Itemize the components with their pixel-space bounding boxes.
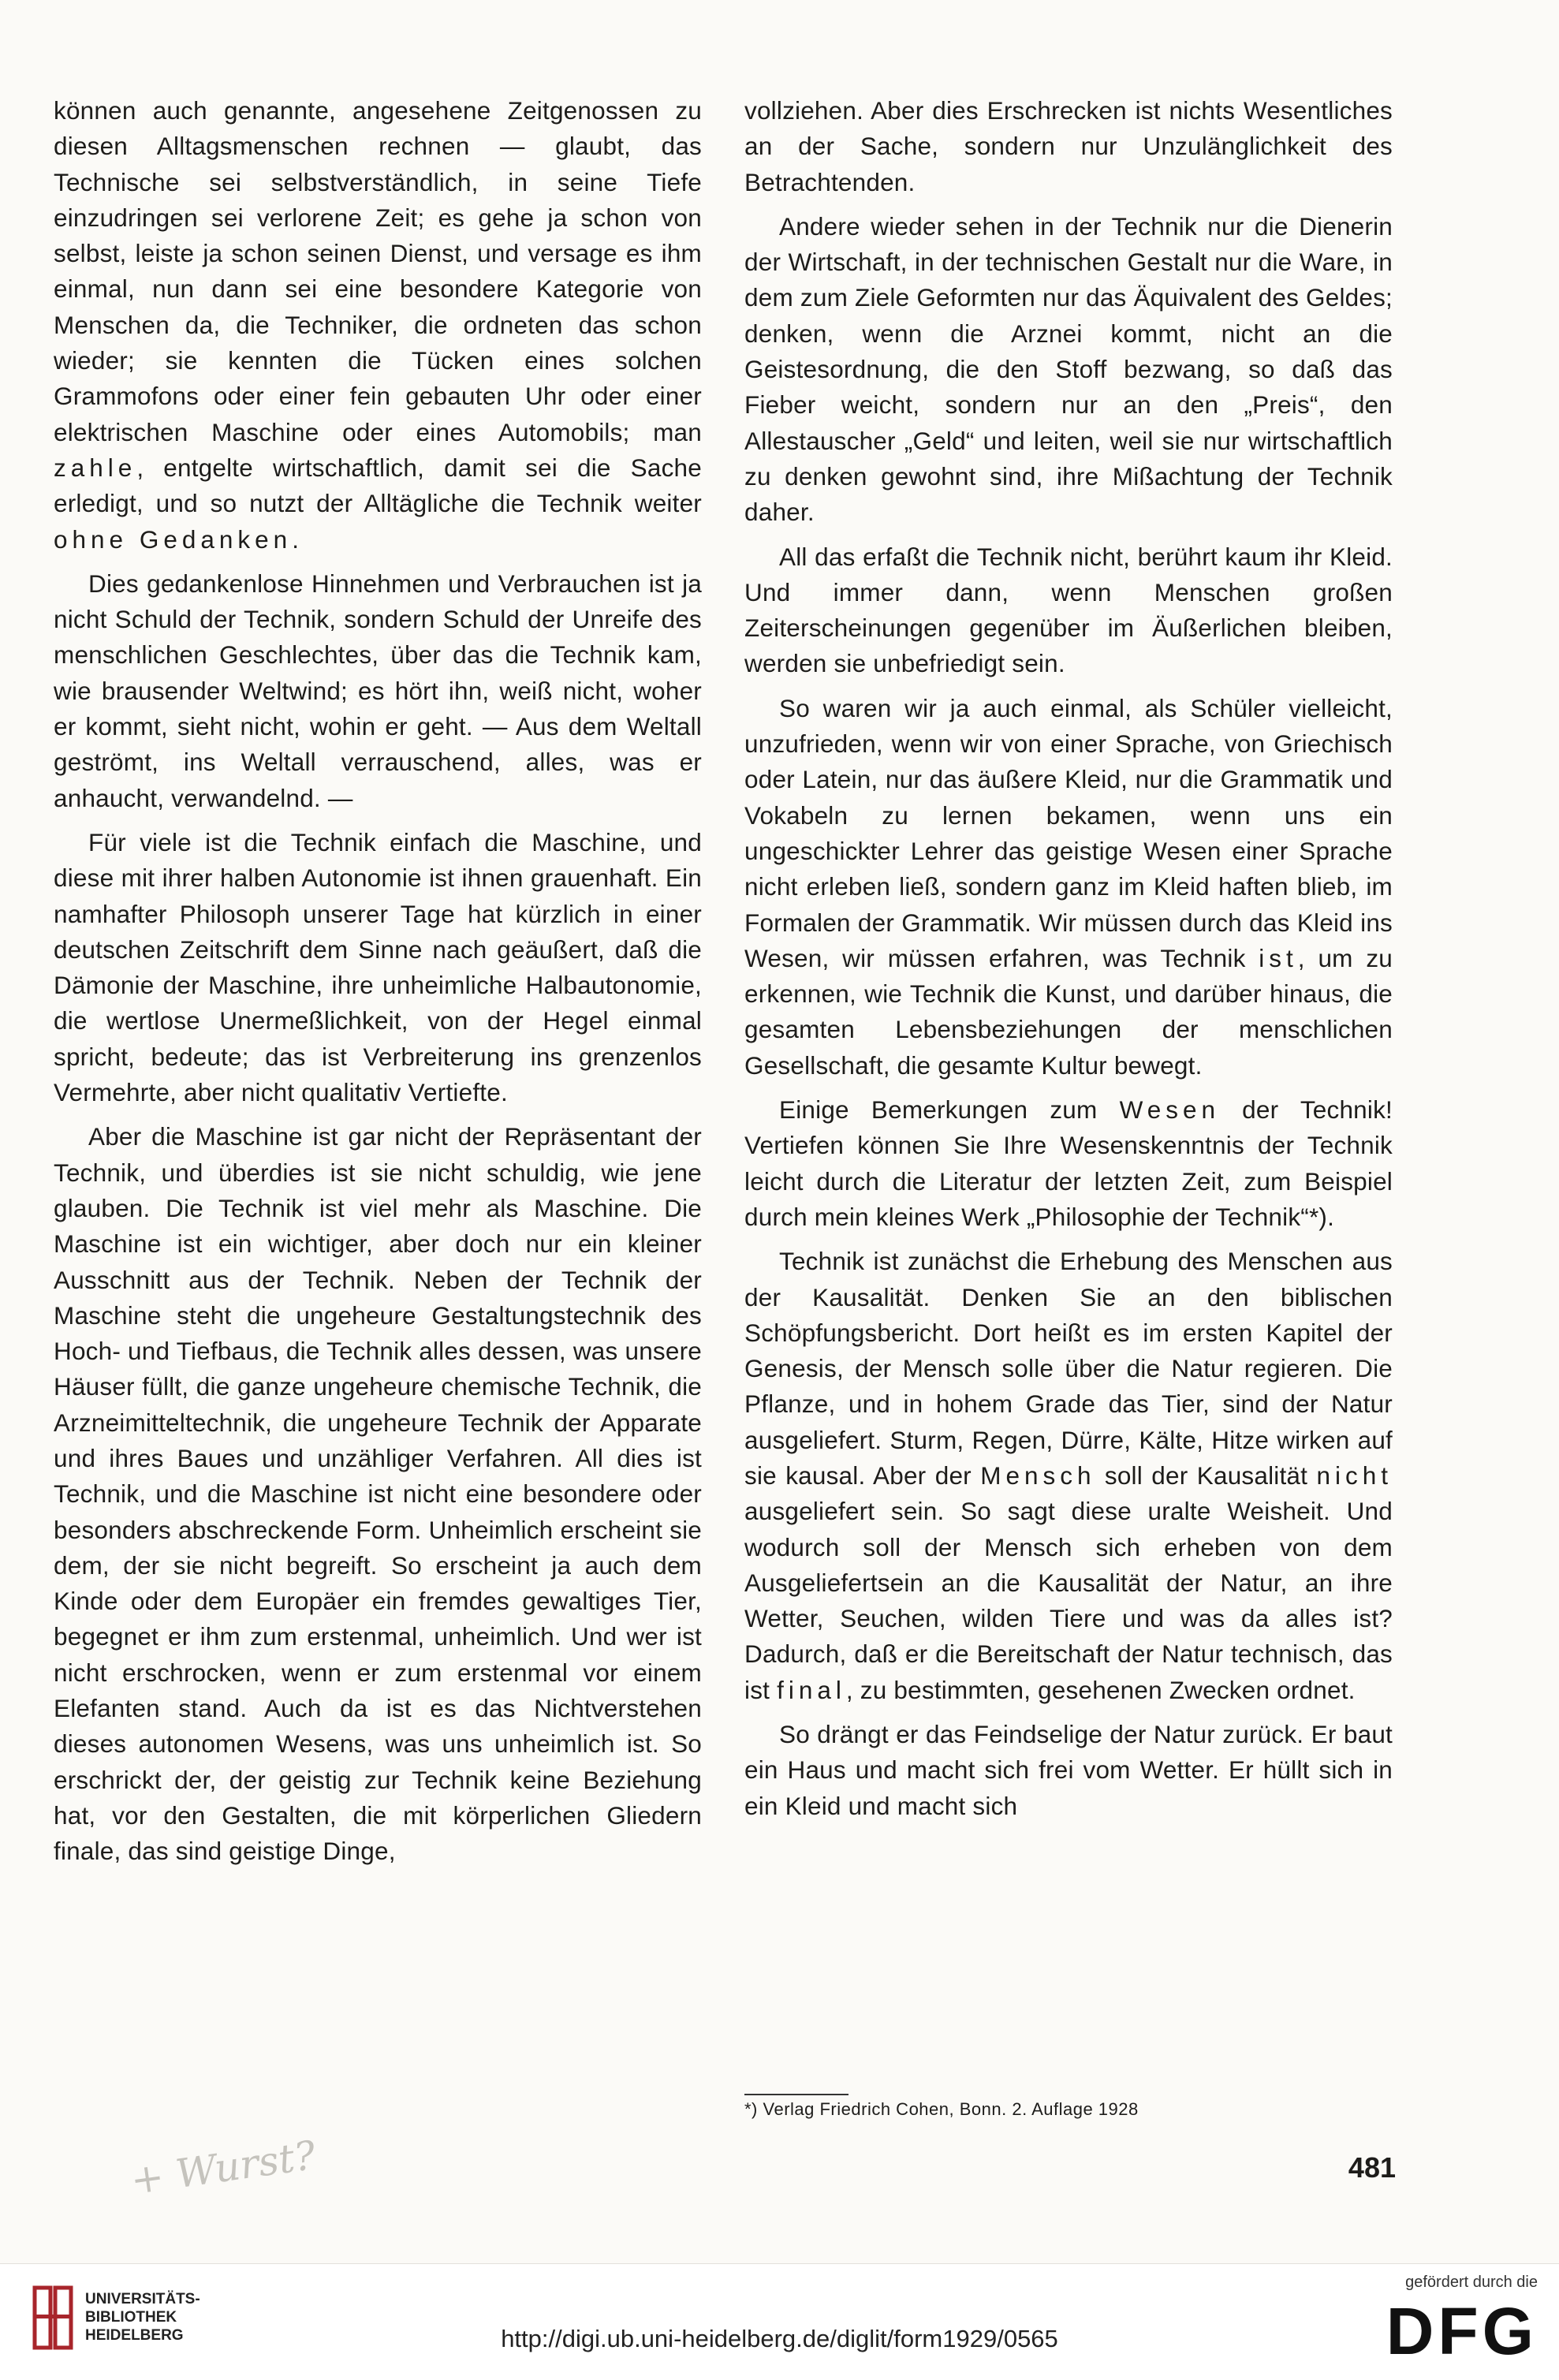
emphasis-nicht: nicht bbox=[1316, 1460, 1393, 1490]
left-paragraph-2: Dies gedankenlose Hinnehmen und Verbrauchen ist ja nicht Schuld der Technik, sondern Schuld der Unreife des menschlichen Geschlechtes, über das die Technik kam, wie brausender Weltwind; es hört ihn, weiß nicht, woher er kommt, sieht nicht, wohin er geht. — Aus dem Weltall geströmt, ins Weltall verrauschend, alles, was er anhaucht, verwandelnd. — bbox=[54, 569, 702, 812]
left-paragraph-3: Für viele ist die Technik einfach die Maschine, und diese mit ihrer halben Autonomie ist ihnen grauenhaft. Ein namhafter Philosoph unserer Tage hat kürzlich in einer deutschen Zeitschrift dem Sinne nach geäußert, daß die Dämonie der Maschine, ihre unheimliche Halbautonomie, die wertlose Unermeßlichkeit, von der Hegel einmal spricht, bedeute; das ist Verbreiterung ins grenzenlos Vermehrte, aber nicht qualitativ Vertiefte. bbox=[54, 827, 702, 1107]
left-paragraph-1: können auch genannte, angesehene Zeitgenossen zu diesen Alltagsmenschen rechnen — glaubt, das Technische sei selbstverständlich, in seine Tiefe einzudringen sei verlorene Zeit; es gehe ja schon von selbst, leiste ja schon seinen Dienst, und versage es ihm einmal, nun dann sei eine besondere Kategorie von Menschen da, die Techniker, die ordneten das schon wieder; sie kennten die Tücken eines solchen Grammofons oder einer fein gebauten Uhr oder einer elektrischen Maschine oder eines Automobils; man zahle, entgelte wirtschaftlich, damit sei die Sache erledigt, und so nutzt der Alltägliche die Technik weiter ohne Gedanken. bbox=[54, 96, 702, 554]
right-paragraph-7: So drängt er das Feindselige der Natur zurück. Er baut ein Haus und macht sich frei vom Wetter. Er hüllt sich in ein Kleid und macht sich bbox=[744, 1720, 1393, 1820]
left-text-column bbox=[54, 93, 702, 1878]
right-paragraph-1: vollziehen. Aber dies Erschrecken ist nichts Wesentliches an der Sache, sondern nur Unzulänglichkeit des Betrachtenden. bbox=[744, 96, 1393, 196]
right-paragraph-4: So waren wir ja auch einmal, als Schüler vielleicht, unzufrieden, wenn wir von einer Sprache, von Griechisch oder Latein, nur das äußere Kleid, nur die Grammatik und Vokabeln zu lernen bekamen, wenn uns ein ungeschickter Lehrer das geistige Wesen einer Sprache nicht erleben ließ, sondern ganz im Kleid haften blieb, im Formalen der Grammatik. Wir müssen durch das Kleid ins Wesen, wir müssen erfahren, was Technik ist, um zu erkennen, wie Technik die Kunst, und darüber hinaus, die gesamten Lebensbeziehungen der menschlichen Gesellschaft, die gesamte Kultur bewegt. bbox=[744, 693, 1393, 1080]
funding-caption: gefördert durch die bbox=[1405, 2274, 1538, 2291]
footnote-divider bbox=[744, 2094, 848, 2095]
library-logo-icon[interactable] bbox=[32, 2285, 76, 2351]
pencil-annotation: + Wurst? bbox=[128, 2132, 319, 2204]
right-paragraph-2: Andere wieder sehen in der Technik nur die Dienerin der Wirtschaft, in der technischen Gestalt nur die Ware, in dem zum Ziele Geformten nur das Äquivalent des Geldes; denken, wenn die Arznei kommt, nicht an die Geistesordnung, die den Stoff bezwang, so daß das Fieber weicht, sondern nur an den „Preis“, den Allestauscher „Geld“ und leiten, weil sie nur wirtschaftlich zu denken gewohnt sind, ihre Mißachtung der Technik daher. bbox=[744, 211, 1393, 527]
right-text-column bbox=[744, 93, 1393, 1833]
library-name[interactable]: UNIVERSITÄTS- BIBLIOTHEK HEIDELBERG bbox=[85, 2291, 200, 2344]
dfg-logo[interactable]: DFG bbox=[1386, 2294, 1538, 2368]
emphasis-ohne-gedanken: ohne Gedanken bbox=[54, 524, 293, 554]
digitization-footer bbox=[0, 2263, 1559, 2380]
right-paragraph-5: Einige Bemerkungen zum Wesen der Technik! Vertiefen können Sie Ihre Wesenskenntnis der Technik leicht durch die Literatur der letzten Zeit, zum Beispiel durch mein kleines Werk „Philosophie der Technik“*). bbox=[744, 1095, 1393, 1231]
emphasis-zahle: zahle bbox=[54, 453, 137, 482]
left-paragraph-4: Aber die Maschine ist gar nicht der Repräsentant der Technik, und überdies ist sie nicht schuldig, wie jene glauben. Die Technik ist viel mehr als Maschine. Die Maschine ist ein wichtiger, aber doch nur ein kleiner Ausschnitt aus der Technik. Neben der Technik der Maschine steht die ungeheure Gestaltungstechnik des Hoch- und Tiefbaus, die Technik alles dessen, was unsere Häuser füllt, die ganze ungeheure chemische Technik, die Arzneimitteltechnik, die ungeheure Technik der Apparate und ihres Baues und unzähliger Verfahren. All dies ist Technik, und die Maschine ist nicht eine besondere oder besonders abschreckende Form. Unheimlich erscheint sie dem, der sie nicht begreift. So erscheint ja auch dem Kinde oder dem Europäer ein fremdes gewaltiges Tier, begegnet er ihm zum erstenmal, unheimlich. Und wer ist nicht erschrocken, wenn er zum erstenmal vor einem Elefanten stand. Auch da ist es das Nichtverstehen dieses autonomen Wesens, was uns unheimlich ist. So erschrickt der, der geistig zur Technik keine Beziehung hat, vor den Gestalten, die mit körperlichen Gliedern finale, das sind geistige Dinge, bbox=[54, 1122, 702, 1866]
footnote: *) Verlag Friedrich Cohen, Bonn. 2. Auflage 1928 bbox=[744, 2099, 1139, 2119]
emphasis-mensch: Mensch bbox=[980, 1460, 1096, 1490]
emphasis-ist: ist bbox=[1259, 943, 1298, 972]
emphasis-final: final bbox=[777, 1675, 846, 1704]
right-paragraph-3: All das erfaßt die Technik nicht, berührt kaum ihr Kleid. Und immer dann, wenn Menschen großen Zeiterscheinungen gegenüber im Äußerlichen bleiben, werden sie unbefriedigt sein. bbox=[744, 542, 1393, 678]
permalink-url[interactable]: http://digi.ub.uni-heidelberg.de/diglit/form1929/0565 bbox=[501, 2325, 1058, 2352]
right-paragraph-6: Technik ist zunächst die Erhebung des Menschen aus der Kausalität. Denken Sie an den biblischen Schöpfungsbericht. Dort heißt es im ersten Kapitel der Genesis, der Mensch solle über die Natur regieren. Die Pflanze, und in hohem Grade das Tier, sind der Natur ausgeliefert. Sturm, Regen, Dürre, Kälte, Hitze wirken auf sie kausal. Aber der Mensch soll der Kausalität nicht ausgeliefert sein. So sagt diese uralte Weisheit. Und wodurch soll der Mensch sich erheben von dem Ausgeliefertsein an die Kausalität der Natur, an ihre Wetter, Seuchen, wilden Tiere und was da alles ist? Dadurch, daß er die Bereitschaft der Natur technisch, das ist final, zu bestimmten, gesehenen Zwecken ordnet. bbox=[744, 1247, 1393, 1704]
page-number: 481 bbox=[1348, 2151, 1396, 2184]
emphasis-wesen: Wesen bbox=[1119, 1095, 1221, 1125]
